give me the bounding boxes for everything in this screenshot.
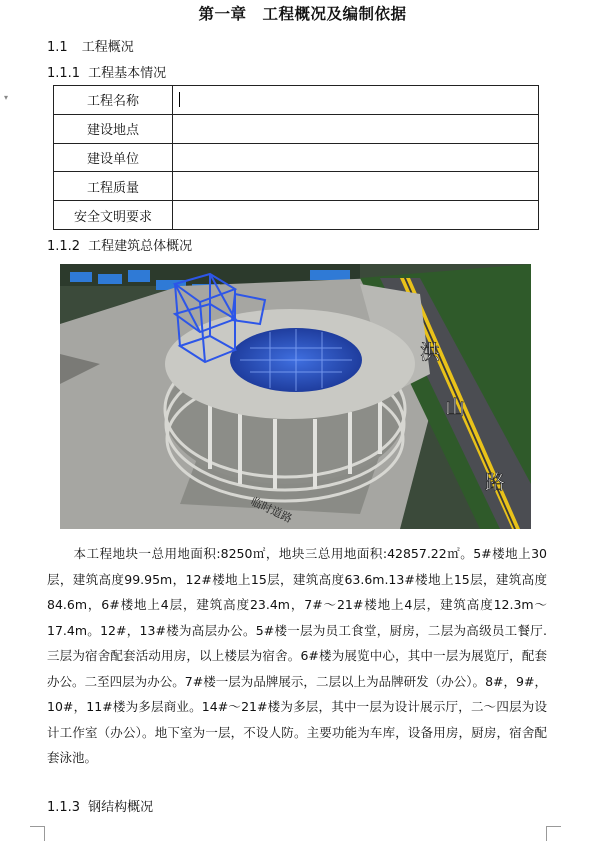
row-label: 建设地点	[54, 114, 173, 143]
project-description	[47, 541, 547, 771]
side-road-label: 临时道路	[248, 494, 295, 526]
section-number: 1.1.3	[47, 800, 81, 815]
section-heading-1-1-1	[47, 62, 166, 81]
main-road-label-char: 洪	[420, 340, 440, 364]
ruler-marker-icon: ▾	[4, 93, 9, 102]
text-caret	[179, 92, 180, 107]
table-row	[54, 172, 539, 201]
location-field[interactable]	[173, 114, 539, 143]
project-name-field[interactable]	[173, 86, 539, 115]
main-road-label-char: 山	[445, 395, 465, 419]
building-render-image	[60, 264, 531, 529]
row-label: 安全文明要求	[54, 201, 173, 230]
section-heading-1-1	[47, 36, 134, 55]
section-number: 1.1.1	[47, 66, 81, 81]
safety-field[interactable]	[173, 201, 539, 230]
section-heading-1-1-2	[47, 235, 192, 254]
project-info-table	[53, 85, 539, 230]
row-label: 工程质量	[54, 172, 173, 201]
section-title: 工程基本情况	[88, 66, 167, 81]
section-title: 钢结构概况	[88, 800, 154, 815]
table-row	[54, 201, 539, 230]
section-title: 工程概况	[81, 40, 134, 55]
section-number: 1.1.2	[47, 239, 81, 254]
owner-field[interactable]	[173, 143, 539, 172]
table-row	[54, 86, 539, 115]
section-heading-1-1-3	[47, 796, 153, 815]
table-row	[54, 114, 539, 143]
quality-field[interactable]	[173, 172, 539, 201]
page-corner-mark	[30, 826, 45, 841]
section-title: 工程建筑总体概况	[88, 239, 193, 254]
row-label: 建设单位	[54, 143, 173, 172]
table-row	[54, 143, 539, 172]
row-label: 工程名称	[54, 86, 173, 115]
main-road-label-char: 路	[485, 470, 505, 494]
description-paragraph: 本工程地块一总用地面积:8250㎡，地块三总用地面积:42857.22㎡。5#楼地上30层，建筑高度99.95m，12#楼地上15层，建筑高度63.6m.13#楼地上15层，建筑高度84.6m，6#楼地上4层，建筑高度23.4m，7#～21#楼地上4层，建筑高度12.3m～17.4m。12#，13#楼为高层办公。5#楼一层为员工食堂，厨房，二层为高级员工餐厅.三层为宿舍配套活动用房，以上楼层为宿舍。6#楼为展览中心，其中一层为展览厅，配套办公。二至四层为办公。7#楼一层为品牌展示，二层以上为品牌研发（办公）。8#，9#，10#，11#楼为多层商业。14#～21#楼为多层，其中一层为设计展示厅，二～四层为设计工作室（办公）。地下室为一层，不设人防。主要功能为车库，设备用房，厨房，宿舍配套泳池。	[47, 546, 547, 765]
chapter-title: 第一章 工程概况及编制依据	[198, 5, 407, 23]
page-corner-mark	[546, 826, 561, 841]
section-number: 1.1	[47, 40, 68, 55]
